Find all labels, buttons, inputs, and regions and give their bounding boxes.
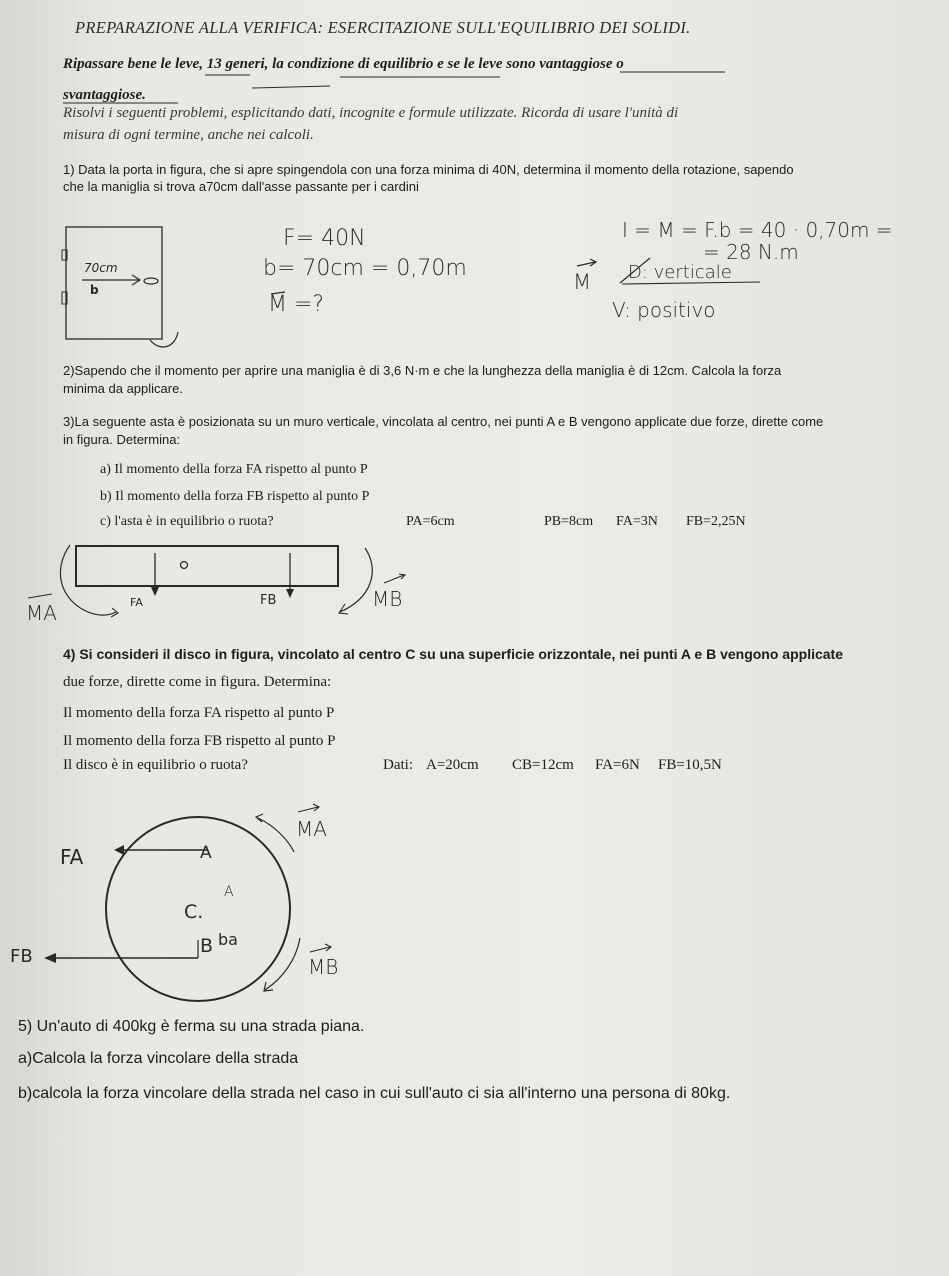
problem4-value-fb: FB=10,5N — [658, 757, 722, 773]
hw-force: F= 40N — [283, 226, 366, 251]
problem3-item-b: b) Il momento della forza FB rispetto al punto P — [100, 489, 370, 504]
problem4-value-fa: FA=6N — [595, 757, 640, 773]
intro-line-1: Ripassare bene le leve, 13 generi, la condizione di equilibrio e se le leve sono vantaggiose o — [63, 56, 624, 72]
problem4-data-label: Dati: — [383, 757, 413, 773]
label-fb: FB — [10, 946, 33, 967]
hw-direction: D: verticale — [628, 262, 732, 283]
problem5-line-3: b)calcola la forza vincolare della strada nel caso in cui sull'auto ci sia all'interno una persona di 80kg. — [18, 1085, 731, 1102]
label-a-mid: A — [224, 884, 234, 900]
moment-a-head — [256, 814, 263, 822]
problem1-line-2: che la maniglia si trova a70cm dall'asse passante per i cardini — [63, 179, 419, 194]
intro-line-4: misura di ogni termine, anche nei calcoli. — [63, 127, 314, 143]
force-a-arrow-head — [114, 845, 124, 855]
problem4-line-1: 4) Si consideri il disco in figura, vincolato al centro C su una superficie orizzontale, nei punti A e B vengono applicate — [63, 646, 843, 662]
label-mb: MB — [308, 955, 339, 979]
label-ma: MA — [26, 601, 57, 625]
hw-moment-unknown: M =? — [268, 292, 325, 317]
problem1-line-1: 1) Data la porta in figura, che si apre spingendola con una forza minima di 40N, determina il momento della rotazione, sapendo — [63, 162, 794, 177]
fig-label-70cm: 70cm — [84, 261, 118, 275]
problem2-line-2: minima da applicare. — [63, 381, 183, 396]
intro-line-2: svantaggiose. — [63, 87, 146, 103]
fig-label-b: b — [90, 283, 99, 297]
label-ba: ba — [218, 930, 238, 949]
problem4-value-cb: CB=12cm — [512, 757, 574, 773]
problem3-value-pb: PB=8cm — [544, 514, 594, 529]
problem3-value-fa: FA=3N — [616, 514, 658, 529]
problem3-value-pa: PA=6cm — [406, 514, 455, 529]
label-b: B — [200, 935, 214, 957]
label-ma: MA — [296, 817, 327, 841]
problem5-line-1: 5) Un'auto di 400kg è ferma su una strada piana. — [18, 1018, 365, 1035]
problem3-item-a: a) Il momento della forza FA rispetto al punto P — [100, 462, 368, 477]
hw-calc-1: I = M = F.b = 40 · 0,70m = — [622, 218, 893, 242]
mb-vector — [310, 944, 331, 952]
hw-arm: b= 70cm = 0,70m — [263, 256, 467, 281]
label-c: C. — [184, 901, 204, 923]
problem4-line-3: Il momento della forza FA rispetto al punto P — [63, 705, 335, 721]
label-fb: FB — [260, 593, 277, 608]
label-fa: FA — [60, 845, 84, 869]
moment-a-arc — [258, 818, 294, 852]
problem2-line-1: 2)Sapendo che il momento per aprire una maniglia è di 3,6 N·m e che la lunghezza della maniglia è di 12cm. Calcola la forza — [63, 363, 782, 378]
problem3-value-fb: FB=2,25N — [686, 514, 746, 529]
hw-m-vector: M — [573, 270, 592, 294]
intro-line-3: Risolvi i seguenti problemi, esplicitando dati, incognite e formule utilizzate. Ricorda di usare l'unità di — [63, 105, 679, 121]
problem5-line-2: a)Calcola la forza vincolare della strada — [18, 1050, 299, 1067]
problem4-value-a: A=20cm — [426, 757, 479, 773]
hw-verso: V: positivo — [612, 298, 716, 322]
problem3-item-c: c) l'asta è in equilibrio o ruota? — [100, 514, 274, 529]
ma-vector — [298, 804, 319, 812]
worksheet-title: PREPARAZIONE ALLA VERIFICA: ESERCITAZIONE SULL'EQUILIBRIO DEI SOLIDI. — [75, 18, 691, 37]
problem3-line-1: 3)La seguente asta è posizionata su un muro verticale, vincolata al centro, nei punti A e B vengono applicate due forze, dirette come — [63, 414, 824, 429]
force-b-arrow-head — [44, 953, 56, 963]
label-fa: FA — [130, 596, 143, 609]
problem4-line-2: due forze, dirette come in figura. Determina: — [63, 674, 332, 690]
problem3-line-2: in figura. Determina: — [63, 432, 181, 447]
problem4-line-5: Il disco è in equilibrio o ruota? — [63, 757, 248, 773]
hw-calc-2: = 28 N.m — [703, 240, 799, 264]
label-mb: MB — [372, 587, 403, 611]
label-a-top: A — [200, 843, 212, 863]
problem4-line-4: Il momento della forza FB rispetto al punto P — [63, 733, 336, 749]
